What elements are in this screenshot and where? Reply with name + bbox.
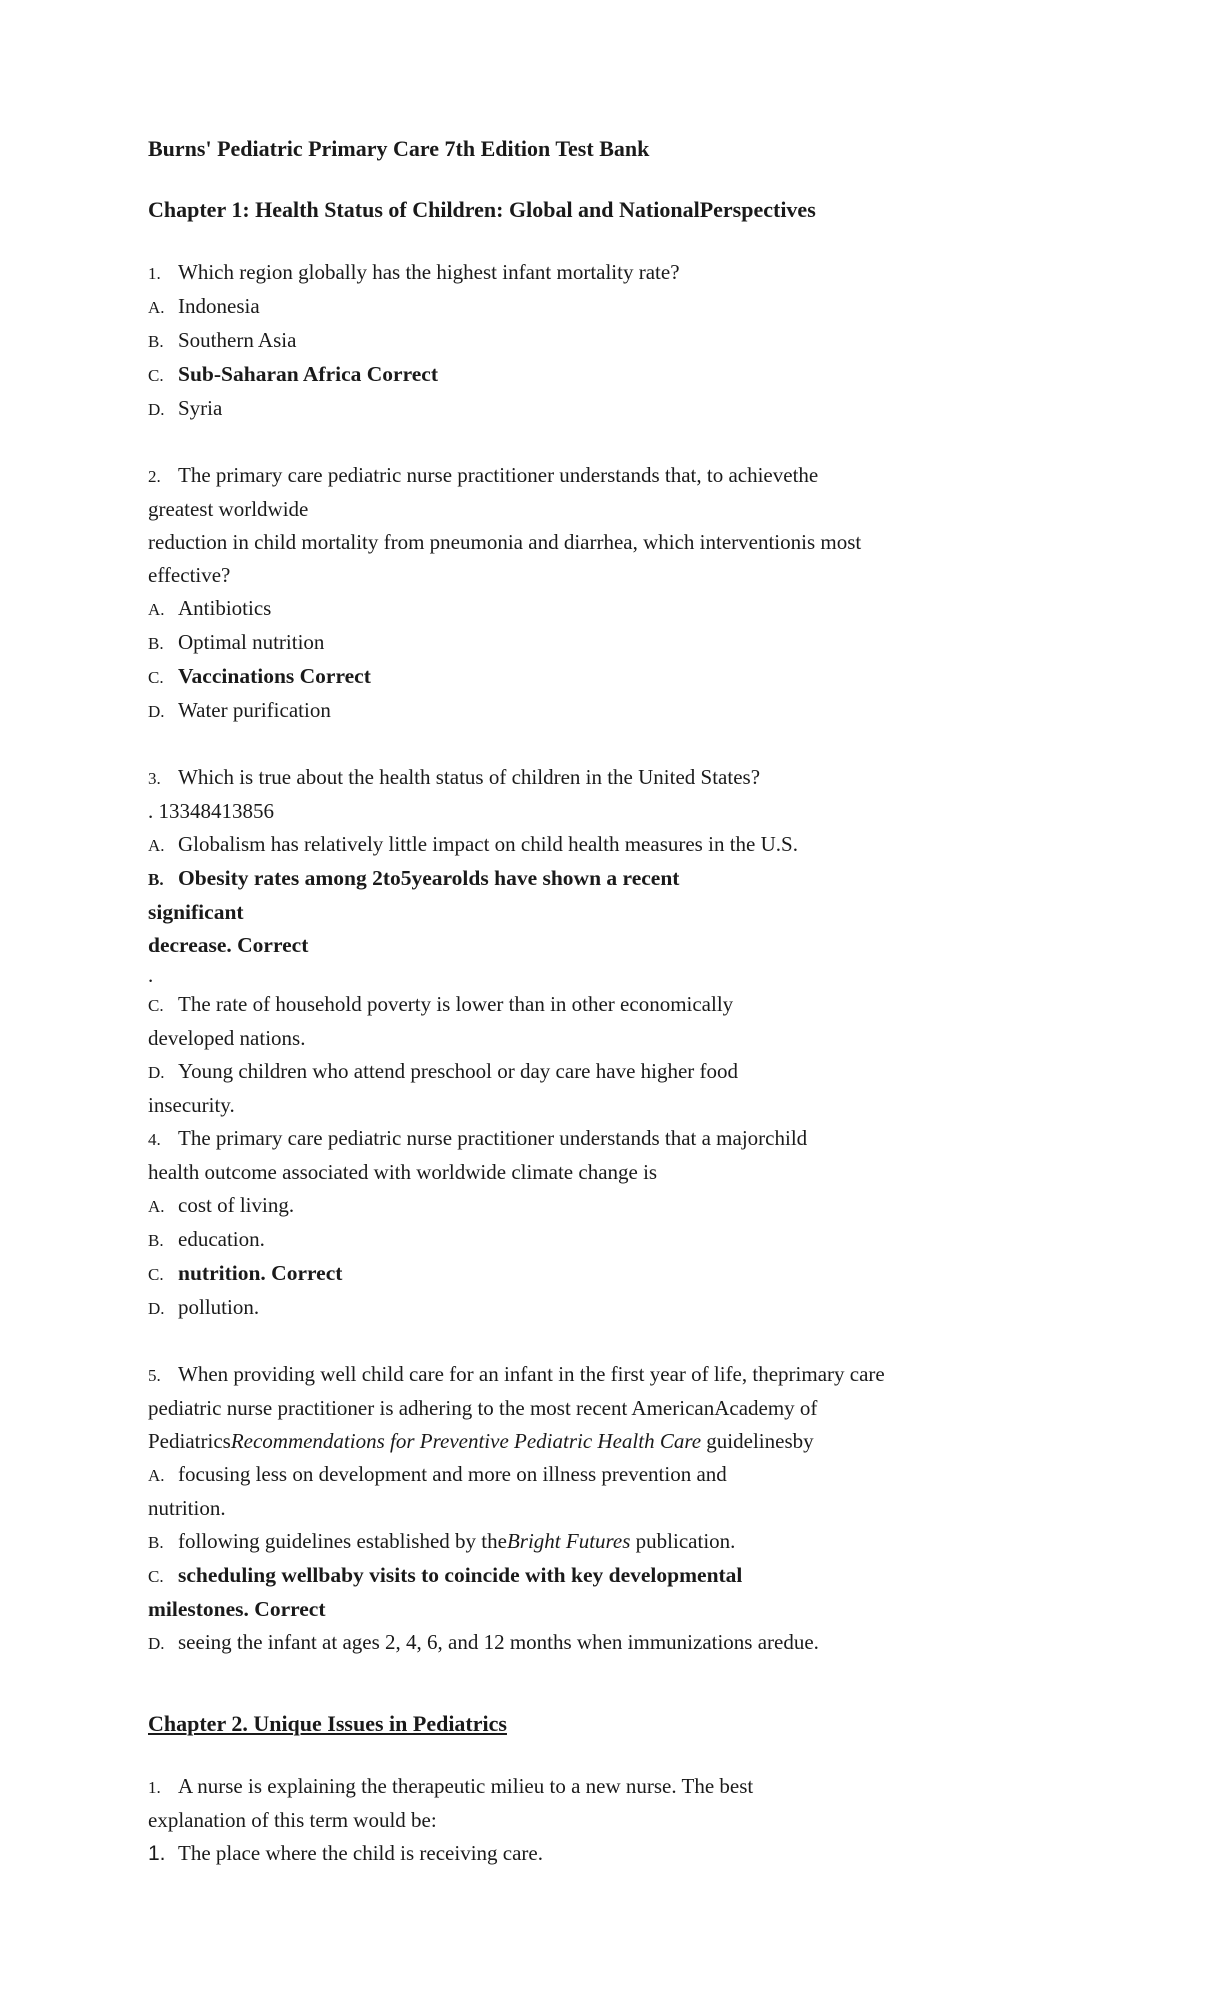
option-d: D. seeing the infant at ages 2, 4, 6, and 12 months when immunizations aredue.: [148, 1630, 819, 1654]
question-id-line: . 13348413856: [148, 799, 274, 823]
option-d-line: insecurity.: [148, 1093, 235, 1117]
option-c-correct: C. Vaccinations Correct: [148, 664, 371, 688]
option-b-correct: B. Obesity rates among 2to5yearolds have shown a recent: [148, 866, 680, 890]
document-title: Burns' Pediatric Primary Care 7th Edition Test Bank: [148, 136, 650, 161]
option-b: B. Southern Asia: [148, 328, 297, 352]
option-c: C. The rate of household poverty is lower than in other economically: [148, 992, 734, 1016]
option-d: D. Syria: [148, 396, 223, 420]
question-stem-line: effective?: [148, 563, 231, 587]
option-a: A. Antibiotics: [148, 596, 272, 620]
question-4: [148, 1122, 1048, 1325]
chapter-2-question-1: [148, 1770, 1048, 1870]
option-d: D. Young children who attend preschool or day care have higher food: [148, 1059, 739, 1083]
question-stem-line: reduction in child mortality from pneumonia and diarrhea, which interventionis most: [148, 530, 862, 554]
publication-title: Bright Futures: [506, 1529, 631, 1553]
chapter-1-title: Chapter 1: Health Status of Children: Global and NationalPerspectives: [148, 197, 816, 222]
option-a: A. cost of living.: [148, 1193, 295, 1217]
option-b: B. education.: [148, 1227, 265, 1251]
option-a: A. focusing less on development and more on illness prevention and: [148, 1462, 727, 1486]
stray-dot: .: [148, 963, 154, 987]
option-a-line: nutrition.: [148, 1496, 226, 1520]
question-1: [148, 256, 1048, 426]
question-5: [148, 1358, 1048, 1660]
option-d: D. Water purification: [148, 698, 331, 722]
publication-title: Recommendations for Preventive Pediatric Health Care: [230, 1429, 702, 1453]
option-c-correct: C. nutrition. Correct: [148, 1261, 343, 1285]
question-stem: 1. A nurse is explaining the therapeutic milieu to a new nurse. The best: [148, 1774, 754, 1798]
question-3: [148, 761, 1048, 1122]
option-a: A. Globalism has relatively little impact on child health measures in the U.S.: [148, 832, 798, 856]
question-stem-line: PediatricsRecommendations for Preventive Pediatric Health Care guidelinesby: [148, 1429, 814, 1453]
option-b: B. following guidelines established by theBright Futures publication.: [148, 1529, 736, 1553]
document-page: [148, 134, 1048, 1903]
option-b-correct-line: significant: [148, 900, 244, 924]
question-stem: 1. Which region globally has the highest infant mortality rate?: [148, 260, 680, 284]
option-a: A. Indonesia: [148, 294, 260, 318]
question-2: [148, 459, 1048, 728]
option-b-correct-line: decrease. Correct: [148, 933, 309, 957]
question-stem-line: health outcome associated with worldwide climate change is: [148, 1160, 658, 1184]
option-1: 1. The place where the child is receiving care.: [148, 1841, 543, 1865]
question-stem-line: greatest worldwide: [148, 497, 309, 521]
option-c-correct: C. Sub-Saharan Africa Correct: [148, 362, 438, 386]
chapter-2-title: Chapter 2. Unique Issues in Pediatrics: [148, 1711, 507, 1736]
option-c-line: developed nations.: [148, 1026, 306, 1050]
option-c-correct: C. scheduling wellbaby visits to coincide with key developmental: [148, 1563, 743, 1587]
option-b: B. Optimal nutrition: [148, 630, 325, 654]
spacer: [148, 1693, 1048, 1709]
question-stem: 3. Which is true about the health status of children in the United States?: [148, 765, 761, 789]
option-d: D. pollution.: [148, 1295, 260, 1319]
question-stem: 5. When providing well child care for an infant in the first year of life, theprimary care: [148, 1362, 885, 1386]
option-c-correct-line: milestones. Correct: [148, 1597, 326, 1621]
question-stem-line: pediatric nurse practitioner is adhering to the most recent AmericanAcademy of: [148, 1396, 818, 1420]
question-stem: 4. The primary care pediatric nurse practitioner understands that a majorchild: [148, 1126, 808, 1150]
question-stem-line: explanation of this term would be:: [148, 1808, 437, 1832]
question-stem: 2. The primary care pediatric nurse practitioner understands that, to achievethe: [148, 463, 819, 487]
